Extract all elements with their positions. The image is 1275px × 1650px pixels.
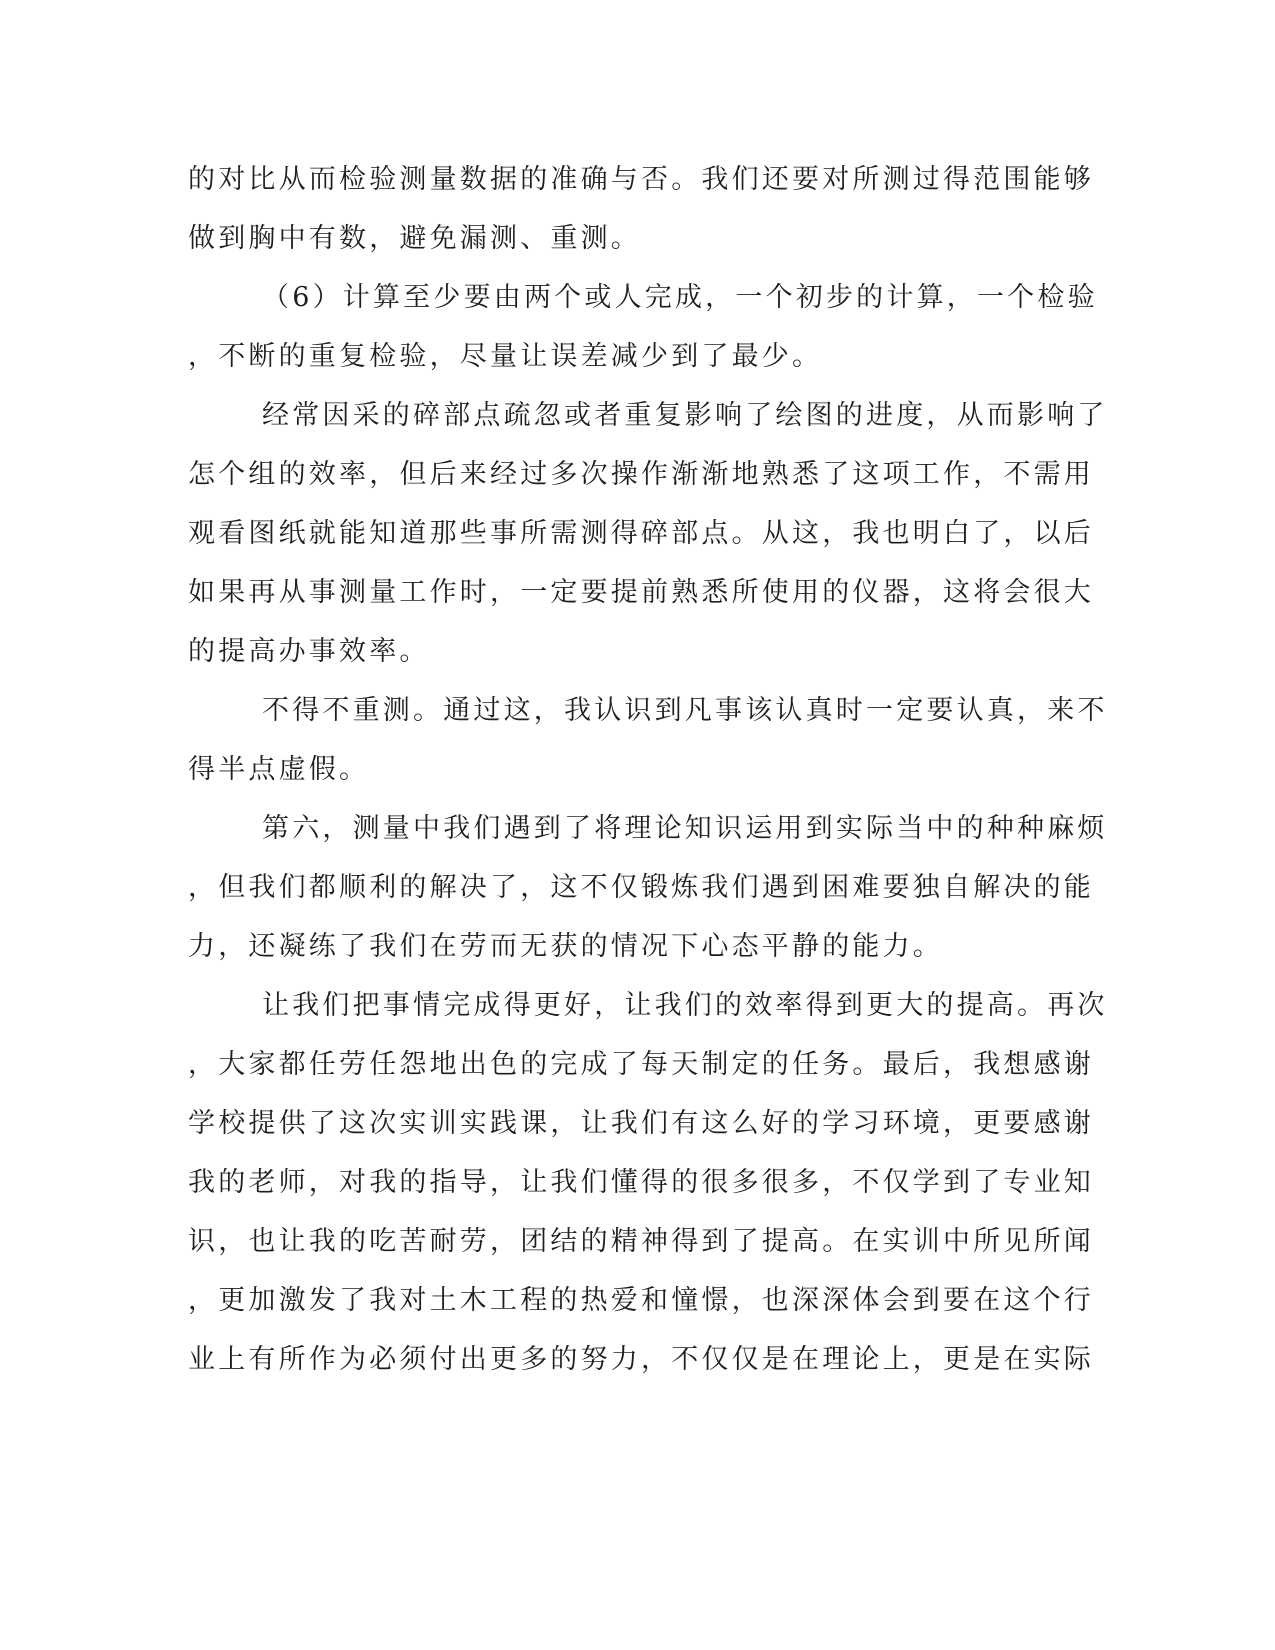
text-line xyxy=(0,925,1275,969)
line-text: 学校提供了这次实训实践课，让我们有这么好的学习环境，更要感谢 xyxy=(188,1108,1094,1139)
text-line xyxy=(0,748,1275,792)
text-line xyxy=(0,512,1275,556)
text-line xyxy=(0,1338,1275,1382)
text-line xyxy=(0,1043,1275,1087)
line-text: 怎个组的效率，但后来经过多次操作渐渐地熟悉了这项工作，不需用 xyxy=(188,459,1094,490)
line-text: 业上有所作为必须付出更多的努力，不仅仅是在理论上，更是在实际 xyxy=(188,1344,1094,1375)
text-line xyxy=(0,394,1275,438)
line-text: 如果再从事测量工作时，一定要提前熟悉所使用的仪器，这将会很大 xyxy=(188,577,1094,608)
line-text: ，大家都任劳任怨地出色的完成了每天制定的任务。最后，我想感谢 xyxy=(188,1049,1094,1080)
line-text: （6）计算至少要由两个或人完成，一个初步的计算，一个检验 xyxy=(262,282,1098,313)
line-text: 做到胸中有数，避免漏测、重测。 xyxy=(188,223,641,254)
line-text: 经常因采的碎部点疏忽或者重复影响了绘图的进度，从而影响了 xyxy=(262,400,1108,431)
text-line xyxy=(0,1220,1275,1264)
text-line xyxy=(0,689,1275,733)
line-text: 的提高办事效率。 xyxy=(188,636,430,667)
line-text: 的对比从而检验测量数据的准确与否。我们还要对所测过得范围能够 xyxy=(188,164,1094,195)
line-text: 让我们把事情完成得更好，让我们的效率得到更大的提高。再次 xyxy=(262,990,1108,1021)
line-text: ，更加激发了我对土木工程的热爱和憧憬，也深深体会到要在这个行 xyxy=(188,1285,1094,1316)
text-line xyxy=(0,453,1275,497)
text-line xyxy=(0,1279,1275,1323)
line-text: 我的老师，对我的指导，让我们懂得的很多很多，不仅学到了专业知 xyxy=(188,1167,1094,1198)
text-line xyxy=(0,1161,1275,1205)
line-text: 力，还凝练了我们在劳而无获的情况下心态平静的能力。 xyxy=(188,931,943,962)
text-line xyxy=(0,276,1275,320)
text-line xyxy=(0,571,1275,615)
line-text: 第六，测量中我们遇到了将理论知识运用到实际当中的种种麻烦 xyxy=(262,813,1108,844)
line-text: 得半点虚假。 xyxy=(188,754,370,785)
line-text: ，但我们都顺利的解决了，这不仅锻炼我们遇到困难要独自解决的能 xyxy=(188,872,1094,903)
text-line xyxy=(0,158,1275,202)
text-line xyxy=(0,1102,1275,1146)
text-line xyxy=(0,335,1275,379)
line-text: 不得不重测。通过这，我认识到凡事该认真时一定要认真，来不 xyxy=(262,695,1108,726)
text-line xyxy=(0,217,1275,261)
text-line xyxy=(0,984,1275,1028)
text-line xyxy=(0,807,1275,851)
line-text: 观看图纸就能知道那些事所需测得碎部点。从这，我也明白了，以后 xyxy=(188,518,1094,549)
text-line xyxy=(0,630,1275,674)
line-text: ，不断的重复检验，尽量让误差减少到了最少。 xyxy=(188,341,823,372)
line-text: 识，也让我的吃苦耐劳，团结的精神得到了提高。在实训中所见所闻 xyxy=(188,1226,1094,1257)
text-line xyxy=(0,866,1275,910)
